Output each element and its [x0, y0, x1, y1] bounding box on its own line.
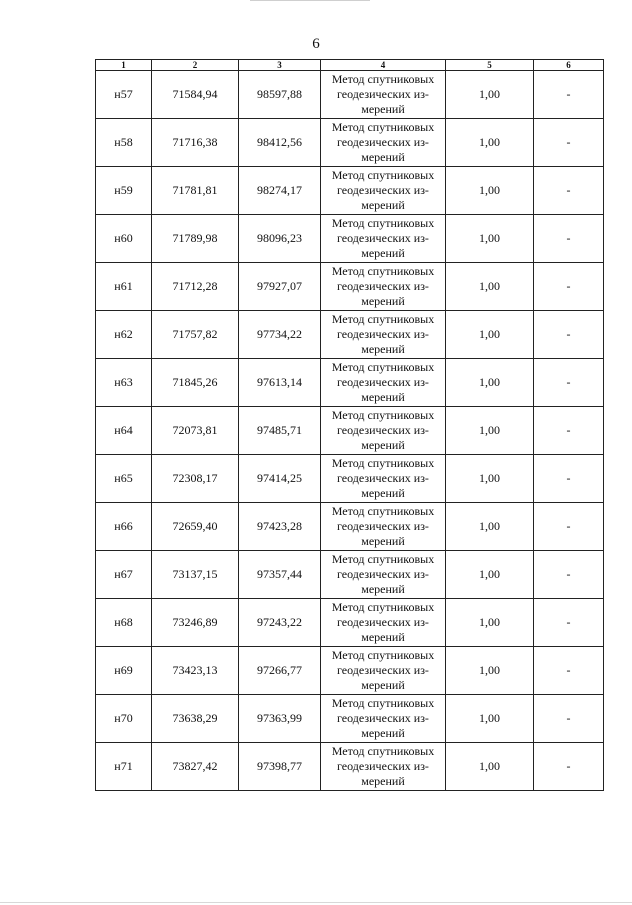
method-line: Метод спутниковых	[331, 408, 435, 422]
method-line: геодезических из-	[337, 663, 429, 677]
method-line: мерений	[361, 726, 405, 740]
coordinates-table	[95, 59, 604, 791]
method-line: геодезических из-	[337, 327, 429, 341]
method-cell	[321, 167, 446, 215]
point-name-cell: н62	[96, 311, 152, 359]
method-line: геодезических из-	[337, 615, 429, 629]
method-line: мерений	[361, 438, 405, 452]
note-cell: -	[534, 263, 604, 311]
note-cell: -	[534, 647, 604, 695]
method-line: Метод спутниковых	[331, 264, 435, 278]
method-line: мерений	[361, 198, 405, 212]
accuracy-cell: 1,00	[446, 599, 534, 647]
accuracy-cell: 1,00	[446, 551, 534, 599]
method-cell	[321, 695, 446, 743]
table-row	[96, 503, 604, 551]
coordinate-x-cell: 73638,29	[152, 695, 239, 743]
method-line: Метод спутниковых	[331, 72, 435, 86]
table-row	[96, 599, 604, 647]
method-line: геодезических из-	[337, 519, 429, 533]
method-line: мерений	[361, 534, 405, 548]
note-cell: -	[534, 215, 604, 263]
column-header-2: 2	[152, 60, 239, 71]
coordinate-x-cell: 72073,81	[152, 407, 239, 455]
method-cell	[321, 311, 446, 359]
coordinate-x-cell: 71789,98	[152, 215, 239, 263]
coordinate-x-cell: 73246,89	[152, 599, 239, 647]
method-line: геодезических из-	[337, 135, 429, 149]
note-cell: -	[534, 551, 604, 599]
note-cell: -	[534, 743, 604, 791]
coordinate-x-cell: 72308,17	[152, 455, 239, 503]
column-header-5: 5	[446, 60, 534, 71]
note-cell: -	[534, 695, 604, 743]
point-name-cell: н58	[96, 119, 152, 167]
point-name-cell: н69	[96, 647, 152, 695]
method-line: Метод спутниковых	[331, 696, 435, 710]
accuracy-cell: 1,00	[446, 215, 534, 263]
accuracy-cell: 1,00	[446, 167, 534, 215]
point-name-cell: н59	[96, 167, 152, 215]
method-line: мерений	[361, 294, 405, 308]
column-header-3: 3	[239, 60, 321, 71]
point-name-cell: н64	[96, 407, 152, 455]
coordinate-y-cell: 97485,71	[239, 407, 321, 455]
method-line: Метод спутниковых	[331, 504, 435, 518]
note-cell: -	[534, 503, 604, 551]
coordinate-x-cell: 71845,26	[152, 359, 239, 407]
method-line: геодезических из-	[337, 423, 429, 437]
note-cell: -	[534, 455, 604, 503]
method-line: мерений	[361, 582, 405, 596]
point-name-cell: н66	[96, 503, 152, 551]
method-cell	[321, 263, 446, 311]
note-cell: -	[534, 599, 604, 647]
page-number: 6	[312, 36, 320, 52]
method-line: мерений	[361, 678, 405, 692]
method-cell	[321, 71, 446, 119]
accuracy-cell: 1,00	[446, 503, 534, 551]
accuracy-cell: 1,00	[446, 263, 534, 311]
accuracy-cell: 1,00	[446, 71, 534, 119]
point-name-cell: н60	[96, 215, 152, 263]
coordinate-x-cell: 71757,82	[152, 311, 239, 359]
point-name-cell: н68	[96, 599, 152, 647]
method-line: мерений	[361, 630, 405, 644]
method-line: Метод спутниковых	[331, 360, 435, 374]
point-name-cell: н65	[96, 455, 152, 503]
point-name-cell: н67	[96, 551, 152, 599]
table-row	[96, 71, 604, 119]
table-row	[96, 119, 604, 167]
method-line: геодезических из-	[337, 711, 429, 725]
note-cell: -	[534, 71, 604, 119]
method-cell	[321, 359, 446, 407]
coordinate-y-cell: 97398,77	[239, 743, 321, 791]
method-cell	[321, 407, 446, 455]
column-header-1: 1	[96, 60, 152, 71]
point-name-cell: н57	[96, 71, 152, 119]
method-line: мерений	[361, 774, 405, 788]
method-cell	[321, 455, 446, 503]
accuracy-cell: 1,00	[446, 647, 534, 695]
table-body	[96, 71, 604, 791]
coordinate-y-cell: 97927,07	[239, 263, 321, 311]
table-row	[96, 695, 604, 743]
method-line: геодезических из-	[337, 375, 429, 389]
method-line: Метод спутниковых	[331, 552, 435, 566]
note-cell: -	[534, 311, 604, 359]
point-name-cell: н70	[96, 695, 152, 743]
point-name-cell: н61	[96, 263, 152, 311]
coordinate-y-cell: 97414,25	[239, 455, 321, 503]
table-row	[96, 263, 604, 311]
method-line: мерений	[361, 246, 405, 260]
note-cell: -	[534, 407, 604, 455]
method-line: геодезических из-	[337, 567, 429, 581]
method-line: геодезических из-	[337, 87, 429, 101]
method-line: геодезических из-	[337, 279, 429, 293]
note-cell: -	[534, 359, 604, 407]
method-line: мерений	[361, 102, 405, 116]
coordinate-y-cell: 97266,77	[239, 647, 321, 695]
method-cell	[321, 743, 446, 791]
column-header-4: 4	[321, 60, 446, 71]
column-header-6: 6	[534, 60, 604, 71]
method-cell	[321, 647, 446, 695]
table-row	[96, 215, 604, 263]
method-line: мерений	[361, 342, 405, 356]
table-row	[96, 359, 604, 407]
method-cell	[321, 215, 446, 263]
method-line: геодезических из-	[337, 231, 429, 245]
method-cell	[321, 119, 446, 167]
coordinate-y-cell: 98096,23	[239, 215, 321, 263]
coordinate-y-cell: 97734,22	[239, 311, 321, 359]
method-line: мерений	[361, 150, 405, 164]
accuracy-cell: 1,00	[446, 743, 534, 791]
scan-artifact-bottom	[0, 902, 632, 903]
coordinate-x-cell: 73827,42	[152, 743, 239, 791]
coordinate-y-cell: 98412,56	[239, 119, 321, 167]
table-row	[96, 647, 604, 695]
note-cell: -	[534, 167, 604, 215]
point-name-cell: н71	[96, 743, 152, 791]
coordinate-x-cell: 71716,38	[152, 119, 239, 167]
coordinate-y-cell: 97363,99	[239, 695, 321, 743]
coordinate-y-cell: 97423,28	[239, 503, 321, 551]
table-header-row	[96, 60, 604, 71]
method-line: Метод спутниковых	[331, 312, 435, 326]
coordinate-y-cell: 98597,88	[239, 71, 321, 119]
accuracy-cell: 1,00	[446, 695, 534, 743]
table-row	[96, 551, 604, 599]
coordinate-x-cell: 72659,40	[152, 503, 239, 551]
coordinate-x-cell: 73137,15	[152, 551, 239, 599]
coordinate-y-cell: 97613,14	[239, 359, 321, 407]
table-row	[96, 167, 604, 215]
accuracy-cell: 1,00	[446, 455, 534, 503]
accuracy-cell: 1,00	[446, 311, 534, 359]
accuracy-cell: 1,00	[446, 407, 534, 455]
method-cell	[321, 599, 446, 647]
point-name-cell: н63	[96, 359, 152, 407]
accuracy-cell: 1,00	[446, 359, 534, 407]
method-line: Метод спутниковых	[331, 168, 435, 182]
scan-artifact-top	[250, 0, 370, 1]
table-row	[96, 455, 604, 503]
coordinate-x-cell: 73423,13	[152, 647, 239, 695]
method-line: Метод спутниковых	[331, 216, 435, 230]
method-line: геодезических из-	[337, 471, 429, 485]
method-line: Метод спутниковых	[331, 456, 435, 470]
method-line: Метод спутниковых	[331, 744, 435, 758]
method-line: геодезических из-	[337, 759, 429, 773]
coordinate-x-cell: 71712,28	[152, 263, 239, 311]
method-cell	[321, 551, 446, 599]
method-line: Метод спутниковых	[331, 648, 435, 662]
coordinate-x-cell: 71781,81	[152, 167, 239, 215]
method-line: Метод спутниковых	[331, 120, 435, 134]
table-row	[96, 743, 604, 791]
method-line: мерений	[361, 486, 405, 500]
note-cell: -	[534, 119, 604, 167]
table-row	[96, 311, 604, 359]
coordinate-y-cell: 97243,22	[239, 599, 321, 647]
coordinate-y-cell: 97357,44	[239, 551, 321, 599]
method-line: мерений	[361, 390, 405, 404]
accuracy-cell: 1,00	[446, 119, 534, 167]
method-line: геодезических из-	[337, 183, 429, 197]
method-line: Метод спутниковых	[331, 600, 435, 614]
coordinate-y-cell: 98274,17	[239, 167, 321, 215]
method-cell	[321, 503, 446, 551]
coordinate-x-cell: 71584,94	[152, 71, 239, 119]
table-row	[96, 407, 604, 455]
